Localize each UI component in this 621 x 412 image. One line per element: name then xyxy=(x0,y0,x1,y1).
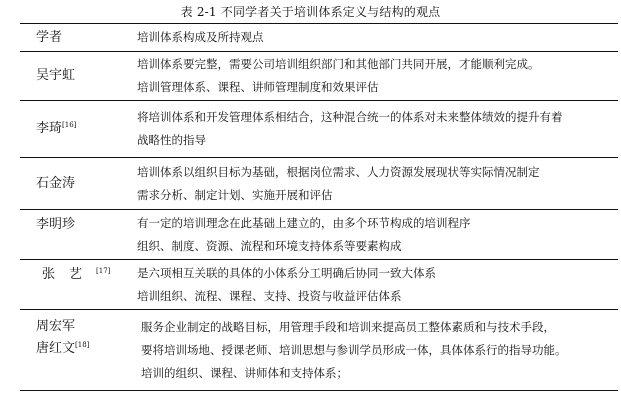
view-line: 要将培训场地、授课老师、培训思想与参训学员形成一体，具体体系行的指导功能。 xyxy=(141,342,567,357)
view-line: 培训体系以组织目标为基础，根据岗位需求、人力资源发展现状等实际情况制定 xyxy=(137,164,540,179)
citation-ref: [16] xyxy=(62,121,77,129)
view-line: 培训体系要完整，需要公司培训组织部门和其他部门共同开展，才能顺利完成。 xyxy=(137,57,540,71)
header-view: 培训体系构成及所持观点 xyxy=(135,24,618,52)
scholar-name: 张艺[17] xyxy=(20,260,135,310)
scholar-name: 周宏军 唐红文[18] xyxy=(20,310,135,391)
scholar-name: 吴宇虹 xyxy=(20,52,135,101)
table-caption: 表 2-1 不同学者关于培训体系定义与结构的观点 xyxy=(180,5,441,19)
table-row xyxy=(20,210,618,260)
citation-ref: [18] xyxy=(75,341,90,349)
view-line: 战略性的指导 xyxy=(137,133,206,147)
scholar-name: 李琦[16] xyxy=(20,101,135,158)
scholar-view xyxy=(135,310,618,391)
scholar-view xyxy=(135,52,618,101)
scholar-view xyxy=(135,260,618,310)
table-row xyxy=(20,101,618,158)
scholar-view xyxy=(135,158,618,210)
scholar-name: 石金涛 xyxy=(20,158,135,210)
view-line: 服务企业制定的战略目标，用管理手段和培训来提高员工整体素质和与技术手段， xyxy=(141,319,555,334)
view-line: 组织、制度、资源、流程和环境支持体系等要素构成 xyxy=(137,238,402,253)
scholar-view xyxy=(135,101,618,158)
scholar-views-table xyxy=(20,23,618,391)
view-line: 培训组织、流程、课程、支持、投资与收益评估体系 xyxy=(137,288,402,303)
scholar-view xyxy=(135,210,618,260)
table-header-row xyxy=(20,24,618,52)
table-row xyxy=(20,158,618,210)
view-line: 培训的组织、课程、讲师体和支持体系； xyxy=(141,365,348,380)
view-line: 将培训体系和开发管理体系相结合，这种混合统一的体系对未来整体绩效的提升有着 xyxy=(137,110,563,124)
table-row xyxy=(20,260,618,310)
table-row xyxy=(20,310,618,391)
table-row xyxy=(20,52,618,101)
citation-ref: [17] xyxy=(96,267,111,275)
view-line: 有一定的培训理念在此基础上建立的，由多个环节构成的培训程序 xyxy=(137,215,471,230)
view-line: 培训管理体系、课程、讲师管理制度和效果评估 xyxy=(137,80,379,94)
view-line: 需求分析、制定计划、实施开展和评估 xyxy=(137,187,333,202)
scholar-name: 李明珍 xyxy=(20,210,135,260)
view-line: 是六项相互关联的具体的小体系分工明确后协同一致大体系 xyxy=(137,265,436,280)
header-scholar: 学者 xyxy=(20,24,135,52)
